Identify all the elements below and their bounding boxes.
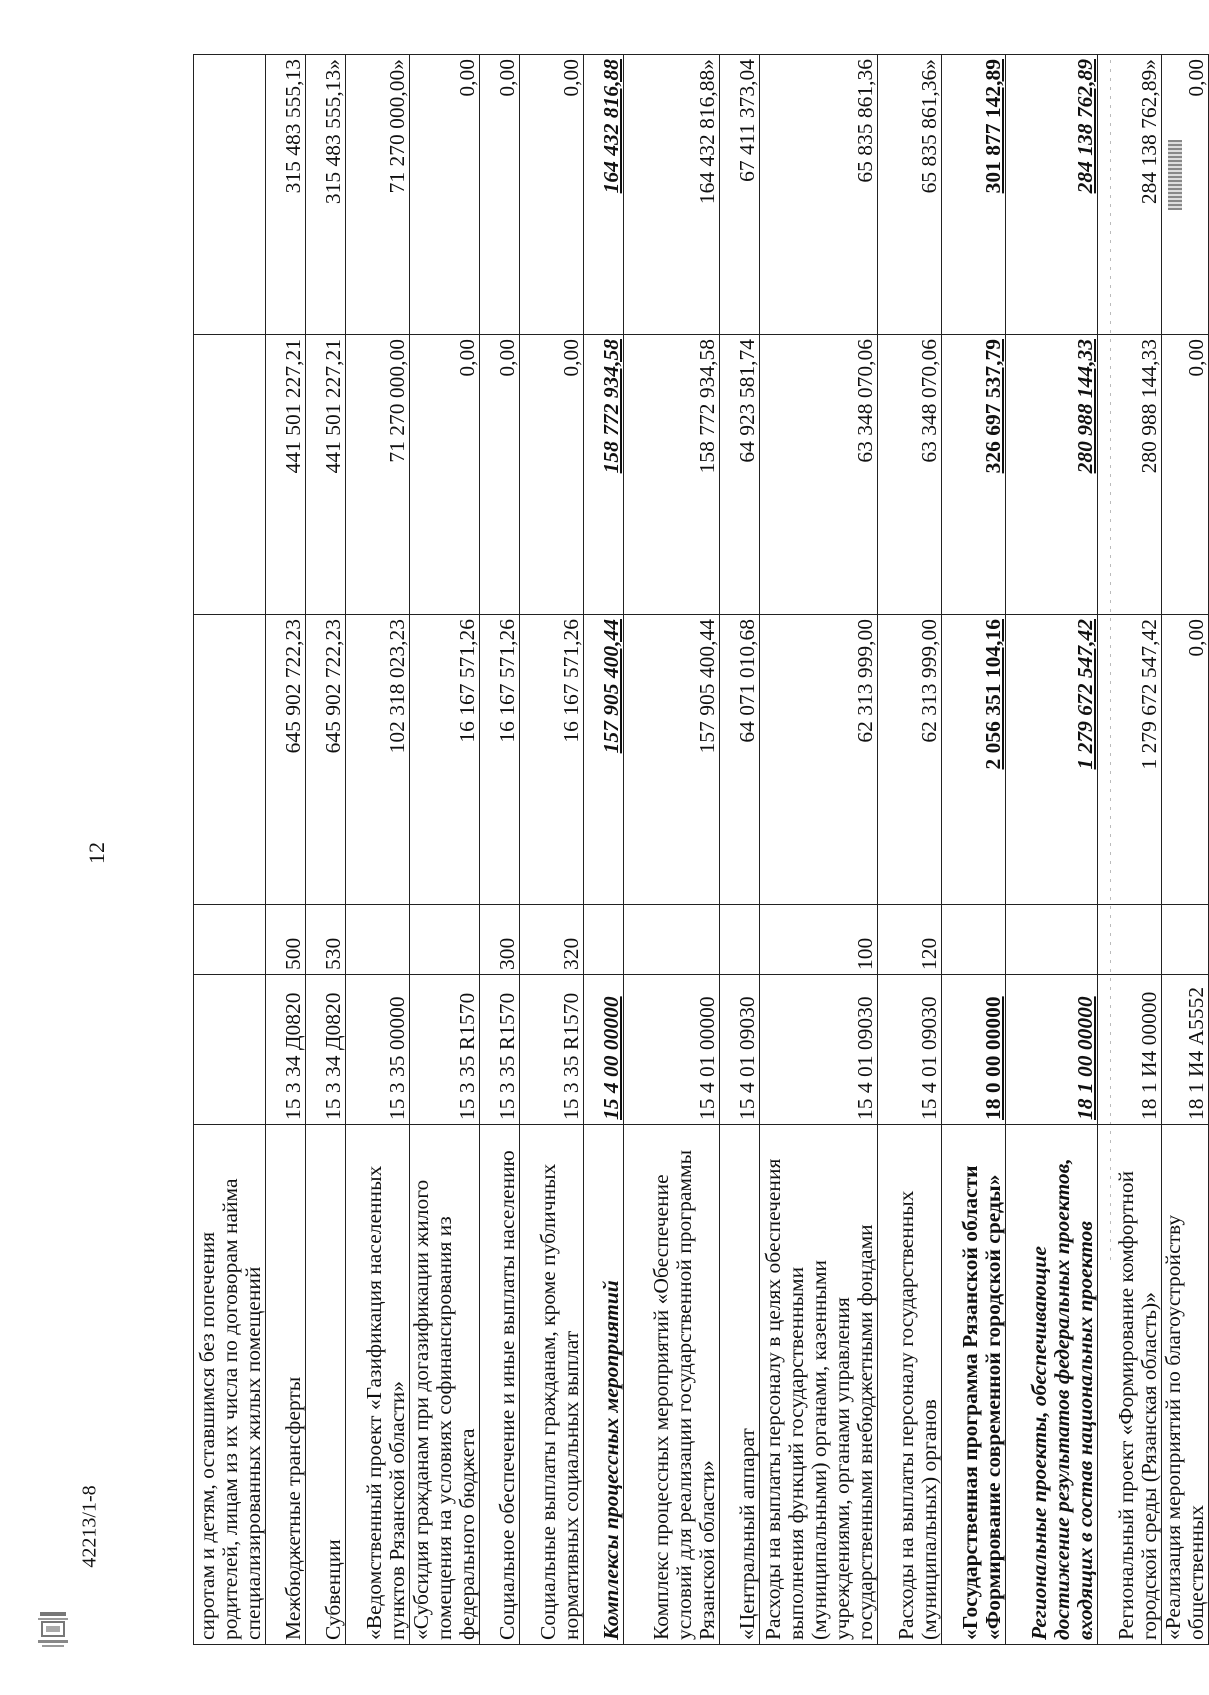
table-row bbox=[306, 55, 346, 1645]
row-name-cell: Расходы на выплаты персоналу в целях обеспечения выполнения функций государственными (муниципальными) органами, казенными учреждениями, органами управления государственными внебюджетными фондами bbox=[760, 1125, 878, 1645]
row-expense-type-cell: 500 bbox=[266, 905, 306, 975]
row-code-cell: 15 3 35 00000 bbox=[346, 975, 410, 1125]
row-code-cell: 15 3 34 Д0820 bbox=[266, 975, 306, 1125]
row-name-cell: Межбюджетные трансферты bbox=[266, 1125, 306, 1645]
row-amount-year1-cell: 645 902 722,23 bbox=[266, 615, 306, 905]
row-amount-year2-cell: 0,00 bbox=[520, 335, 584, 615]
row-amount-year2-cell: 326 697 537,79 bbox=[942, 335, 1006, 615]
row-amount-year3-cell: 164 432 816,88» bbox=[624, 55, 720, 335]
row-expense-type-cell bbox=[1006, 905, 1098, 975]
row-name-cell: Региональный проект «Формирование комфортной городской среды (Рязанская область)» bbox=[1098, 1125, 1162, 1645]
row-name-cell: «Реализация мероприятий по благоустройству общественных bbox=[1162, 1125, 1209, 1645]
row-amount-year3-cell: 315 483 555,13» bbox=[306, 55, 346, 335]
row-expense-type-cell bbox=[1162, 905, 1209, 975]
row-expense-type-cell bbox=[346, 905, 410, 975]
rotated-table-wrapper bbox=[193, 55, 1208, 1645]
row-code-cell: 15 3 35 R1570 bbox=[480, 975, 520, 1125]
row-amount-year2-cell: 63 348 070,06 bbox=[878, 335, 942, 615]
row-amount-year3-cell bbox=[194, 55, 266, 335]
row-amount-year1-cell: 1 279 672 547,42 bbox=[1098, 615, 1162, 905]
row-amount-year2-cell bbox=[194, 335, 266, 615]
row-name-cell: «Субсидия гражданам при догазификации жилого помещения на условиях софинансирования из федерального бюджета bbox=[410, 1125, 480, 1645]
table-row bbox=[194, 55, 266, 1645]
table-row bbox=[480, 55, 520, 1645]
table-row bbox=[878, 55, 942, 1645]
table-row bbox=[584, 55, 624, 1645]
row-amount-year3-cell: 0,00 bbox=[480, 55, 520, 335]
row-name-cell: Региональные проекты, обеспечивающие достижение результатов федеральных проектов, входящих в состав национальных проектов bbox=[1006, 1125, 1098, 1645]
row-amount-year1-cell: 102 318 023,23 bbox=[346, 615, 410, 905]
row-code-cell: 15 4 00 00000 bbox=[584, 975, 624, 1125]
row-amount-year2-cell: 0,00 bbox=[410, 335, 480, 615]
row-expense-type-cell bbox=[584, 905, 624, 975]
row-name-cell: Социальное обеспечение и иные выплаты населению bbox=[480, 1125, 520, 1645]
row-name-cell: сиротам и детям, оставшимся без попечения родителей, лицам из их числа по договорам найма специализированных жилых помещений bbox=[194, 1125, 266, 1645]
row-amount-year2-cell: 441 501 227,21 bbox=[266, 335, 306, 615]
row-amount-year2-cell: 158 772 934,58 bbox=[584, 335, 624, 615]
row-name-cell: «Ведомственный проект «Газификация населенных пунктов Рязанской области» bbox=[346, 1125, 410, 1645]
table-row bbox=[720, 55, 760, 1645]
row-amount-year3-cell: 67 411 373,04 bbox=[720, 55, 760, 335]
row-code-cell: 18 1 И4 А5552 bbox=[1162, 975, 1209, 1125]
table-row bbox=[942, 55, 1006, 1645]
row-amount-year2-cell: 71 270 000,00 bbox=[346, 335, 410, 615]
budget-table-body bbox=[194, 55, 1209, 1645]
row-code-cell: 15 4 01 09030 bbox=[760, 975, 878, 1125]
row-amount-year2-cell: 64 923 581,74 bbox=[720, 335, 760, 615]
row-amount-year1-cell: 2 056 351 104,16 bbox=[942, 615, 1006, 905]
row-code-cell: 18 1 00 00000 bbox=[1006, 975, 1098, 1125]
row-amount-year3-cell: 284 138 762,89» bbox=[1098, 55, 1162, 335]
row-name-cell: Субвенции bbox=[306, 1125, 346, 1645]
page-number: 12 bbox=[84, 842, 109, 864]
row-amount-year2-cell: 441 501 227,21 bbox=[306, 335, 346, 615]
row-expense-type-cell bbox=[1098, 905, 1162, 975]
row-name-cell: Расходы на выплаты персоналу государственных (муниципальных) органов bbox=[878, 1125, 942, 1645]
row-expense-type-cell: 300 bbox=[480, 905, 520, 975]
row-amount-year3-cell: 65 835 861,36» bbox=[878, 55, 942, 335]
row-expense-type-cell bbox=[194, 905, 266, 975]
row-code-cell: 15 3 35 R1570 bbox=[520, 975, 584, 1125]
row-expense-type-cell: 100 bbox=[760, 905, 878, 975]
row-amount-year1-cell: 16 167 571,26 bbox=[410, 615, 480, 905]
row-expense-type-cell bbox=[942, 905, 1006, 975]
row-amount-year1-cell: 16 167 571,26 bbox=[480, 615, 520, 905]
row-code-cell: 15 3 34 Д0820 bbox=[306, 975, 346, 1125]
table-row bbox=[346, 55, 410, 1645]
row-amount-year2-cell: 158 772 934,58 bbox=[624, 335, 720, 615]
row-code-cell: 15 4 01 09030 bbox=[720, 975, 760, 1125]
row-amount-year3-cell: 65 835 861,36 bbox=[760, 55, 878, 335]
row-amount-year1-cell: 157 905 400,44 bbox=[584, 615, 624, 905]
row-amount-year2-cell: 0,00 bbox=[480, 335, 520, 615]
row-expense-type-cell bbox=[624, 905, 720, 975]
row-name-cell: Комплекс процессных мероприятий «Обеспечение условий для реализации государственной программы Рязанской области» bbox=[624, 1125, 720, 1645]
row-amount-year1-cell: 0,00 bbox=[1162, 615, 1209, 905]
table-row bbox=[410, 55, 480, 1645]
row-code-cell: 18 0 00 00000 bbox=[942, 975, 1006, 1125]
row-amount-year2-cell: 0,00 bbox=[1162, 335, 1209, 615]
table-row bbox=[266, 55, 306, 1645]
row-amount-year3-cell: 315 483 555,13 bbox=[266, 55, 306, 335]
scanner-logo-icon bbox=[36, 1610, 70, 1650]
row-expense-type-cell: 120 bbox=[878, 905, 942, 975]
row-code-cell: 15 4 01 00000 bbox=[624, 975, 720, 1125]
table-row bbox=[520, 55, 584, 1645]
row-amount-year1-cell: 62 313 999,00 bbox=[760, 615, 878, 905]
row-amount-year1-cell: 157 905 400,44 bbox=[624, 615, 720, 905]
document-id: 42213/1-8 bbox=[78, 1485, 101, 1568]
row-amount-year3-cell: 284 138 762,89 bbox=[1006, 55, 1098, 335]
table-row bbox=[1162, 55, 1209, 1645]
row-amount-year3-cell: 0,00 bbox=[520, 55, 584, 335]
row-expense-type-cell: 320 bbox=[520, 905, 584, 975]
table-row bbox=[624, 55, 720, 1645]
budget-table bbox=[193, 54, 1209, 1645]
table-row bbox=[760, 55, 878, 1645]
row-code-cell: 18 1 И4 00000 bbox=[1098, 975, 1162, 1125]
row-amount-year1-cell bbox=[194, 615, 266, 905]
row-name-cell: Социальные выплаты гражданам, кроме публичных нормативных социальных выплат bbox=[520, 1125, 584, 1645]
row-code-cell bbox=[194, 975, 266, 1125]
row-amount-year1-cell: 62 313 999,00 bbox=[878, 615, 942, 905]
row-amount-year3-cell: 301 877 142,89 bbox=[942, 55, 1006, 335]
row-name-cell: Комплексы процессных мероприятий bbox=[584, 1125, 624, 1645]
row-amount-year1-cell: 64 071 010,68 bbox=[720, 615, 760, 905]
row-code-cell: 15 3 35 R1570 bbox=[410, 975, 480, 1125]
row-amount-year1-cell: 16 167 571,26 bbox=[520, 615, 584, 905]
row-amount-year3-cell: 164 432 816,88 bbox=[584, 55, 624, 335]
row-expense-type-cell bbox=[410, 905, 480, 975]
row-amount-year3-cell: 0,00 bbox=[410, 55, 480, 335]
row-amount-year3-cell: 0,00 bbox=[1162, 55, 1209, 335]
row-amount-year1-cell: 645 902 722,23 bbox=[306, 615, 346, 905]
table-row bbox=[1098, 55, 1162, 1645]
row-amount-year2-cell: 280 988 144,33 bbox=[1098, 335, 1162, 615]
row-amount-year2-cell: 63 348 070,06 bbox=[760, 335, 878, 615]
row-code-cell: 15 4 01 09030 bbox=[878, 975, 942, 1125]
row-expense-type-cell bbox=[720, 905, 760, 975]
row-name-cell: «Государственная программа Рязанской области «Формирование современной городской среды» bbox=[942, 1125, 1006, 1645]
row-amount-year3-cell: 71 270 000,00» bbox=[346, 55, 410, 335]
row-name-cell: «Центральный аппарат bbox=[720, 1125, 760, 1645]
row-amount-year1-cell: 1 279 672 547,42 bbox=[1006, 615, 1098, 905]
row-expense-type-cell: 530 bbox=[306, 905, 346, 975]
table-row bbox=[1006, 55, 1098, 1645]
row-amount-year2-cell: 280 988 144,33 bbox=[1006, 335, 1098, 615]
